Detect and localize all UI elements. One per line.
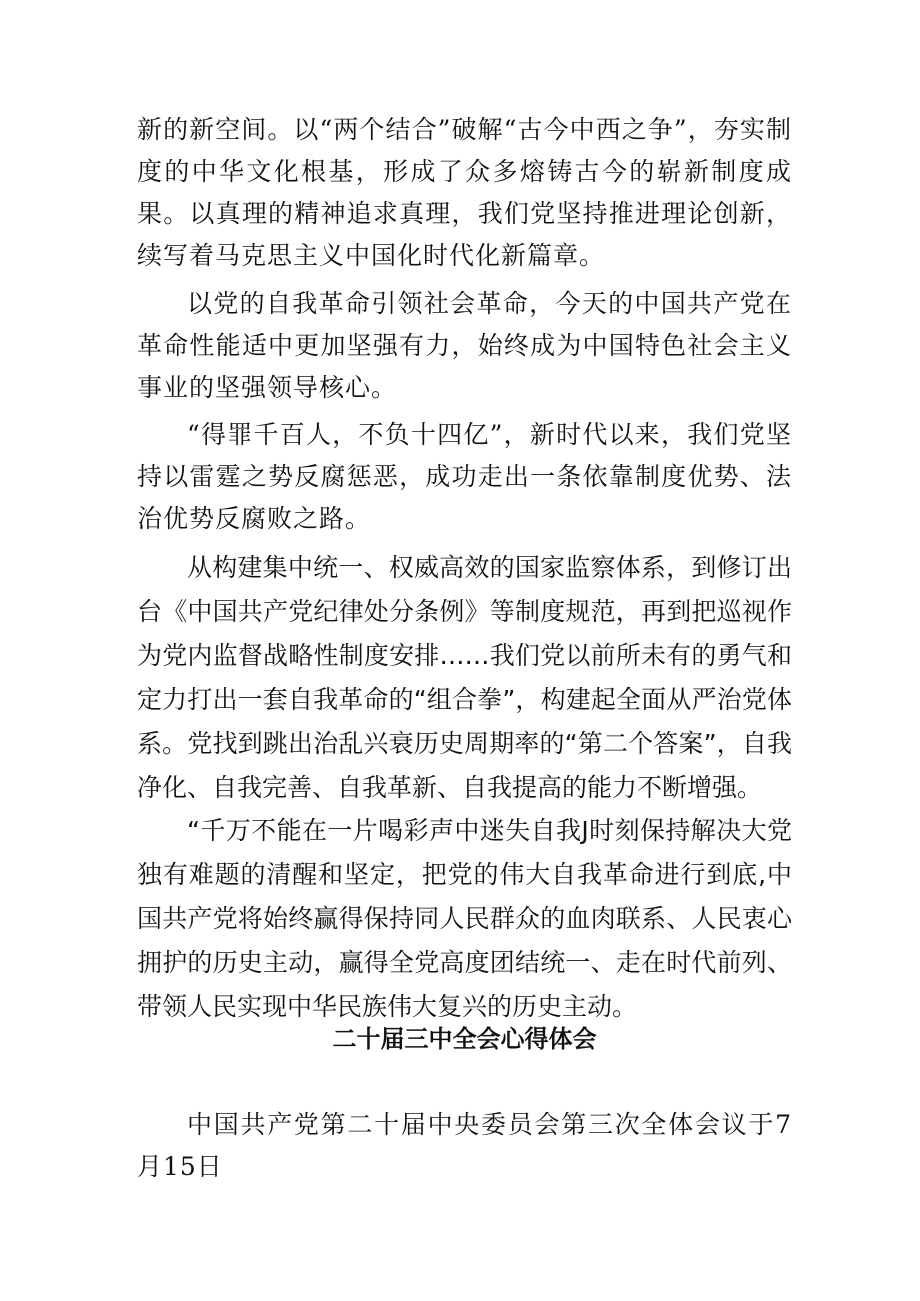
paragraph-6: 中国共产党第二十届中央委员会第三次全体会议于7月15日: [137, 1110, 792, 1181]
paragraph-4: 从构建集中统一、权威高效的国家监察体系，到修订出台《中国共产党纪律处分条例》等制度规范，再到把巡视作为党内监督战略性制度安排……我们党以前所未有的勇气和定力打出一套自我革命的“组合拳”，构建起全面从严治党体系。党找到跳出治乱兴衰历史周期率的“第二个答案”，自我净化、自我完善、自我革新、自我提高的能力不断增强。: [137, 553, 792, 802]
section-heading: 二十届三中全会心得体会: [332, 1025, 597, 1053]
paragraph-5: “千万不能在一片喝彩声中迷失自我J时刻保持解决大党独有难题的清醒和坚定，把党的伟大自我革命进行到底,中国共产党将始终赢得保持同人民群众的血肉联系、人民衷心拥护的历史主动，赢得全党高度团结统一、走在时代前列、带领人民实现中华民族伟大复兴的历史主动。: [137, 816, 792, 1021]
paragraph-1: 新的新空间。以“两个结合”破解“古今中西之争”，夯实制度的中华文化根基，形成了众多熔铸古今的崭新制度成果。以真理的精神追求真理，我们党坚持推进理论创新，续写着马克思主义中国化时代化新篇章。: [137, 115, 792, 270]
paragraph-2: 以党的自我革命引领社会革命，今天的中国共产党在革命性能适中更加坚强有力，始终成为中国特色社会主义事业的坚强领导核心。: [137, 289, 792, 402]
paragraph-3: “得罪千百人，不负十四亿”，新时代以来，我们党坚持以雷霆之势反腐惩恶，成功走出一条依靠制度优势、法治优势反腐败之路。: [137, 420, 792, 533]
